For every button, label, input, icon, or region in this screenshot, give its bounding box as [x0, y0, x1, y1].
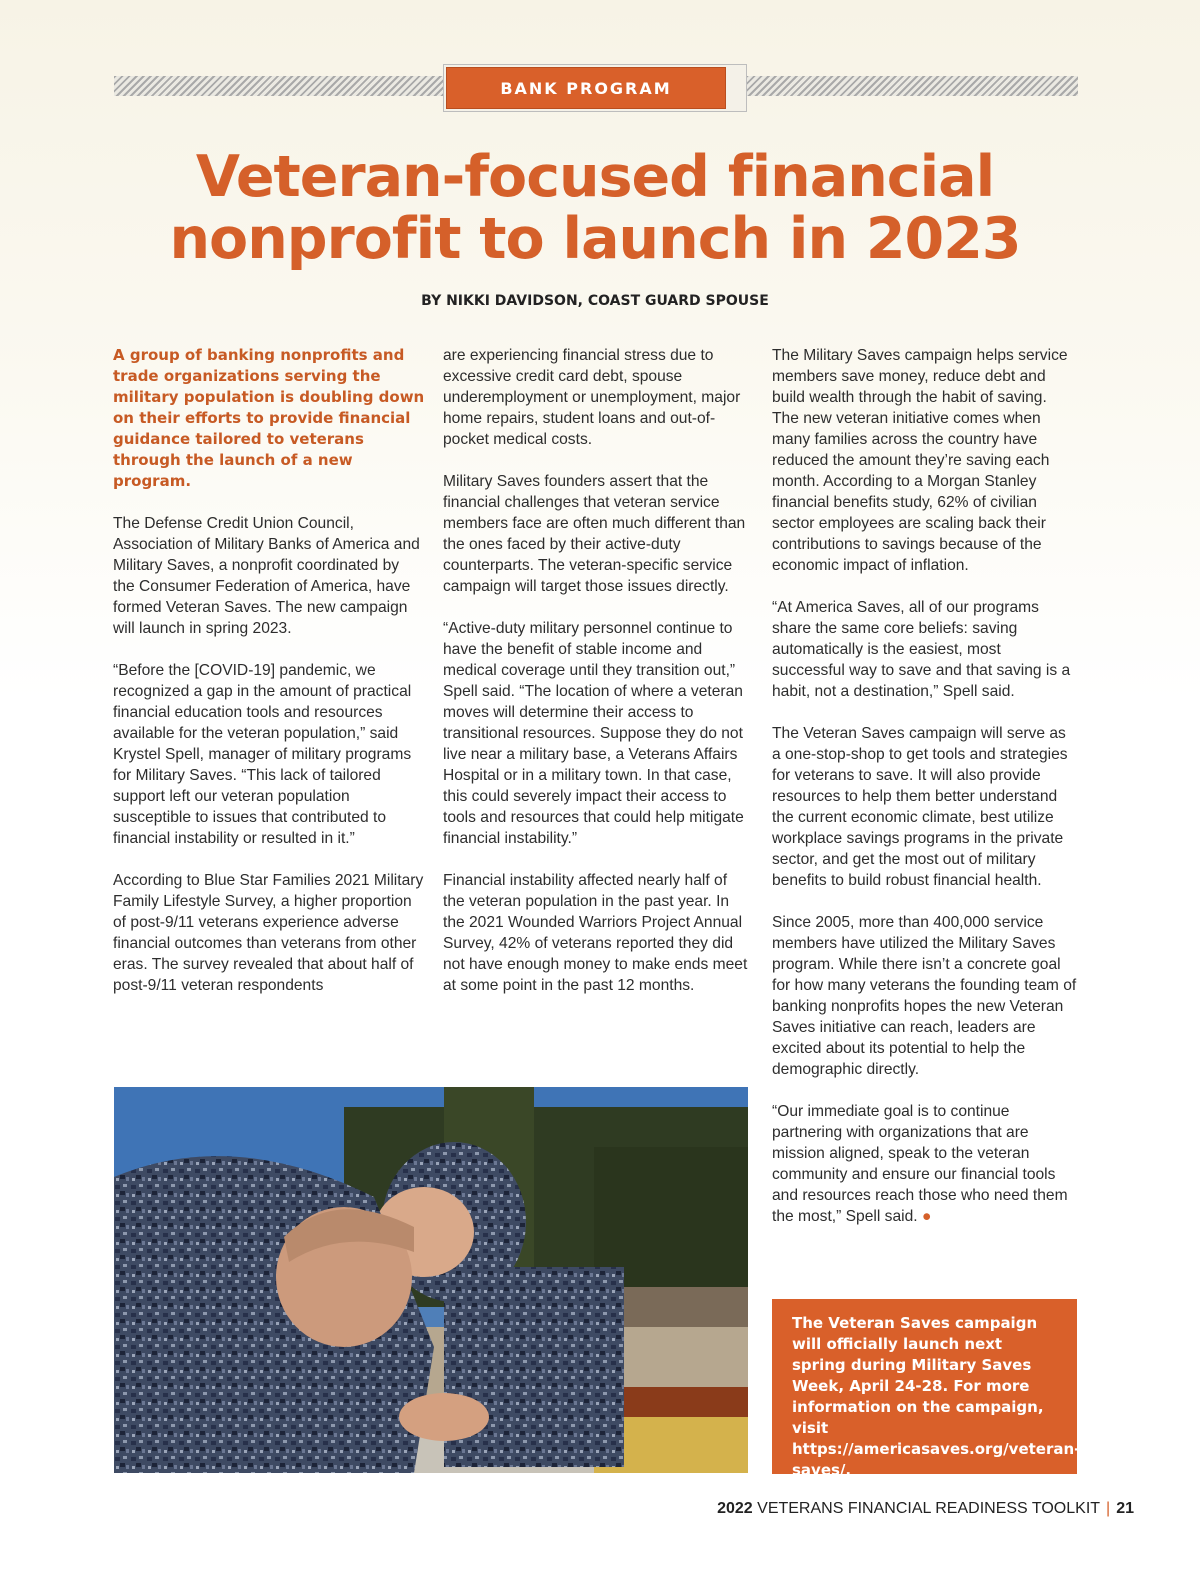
body-paragraph: Since 2005, more than 400,000 service members have utilized the Military Saves program. While there isn’t a concrete goal for how many veterans the founding team of banking nonprofits hopes the new Veteran Saves initiative can reach, leaders are excited about its potential to help the demographic directly. — [772, 914, 1077, 1078]
text-column-3 — [772, 345, 1077, 1248]
section-tag: BANK PROGRAM — [446, 67, 726, 109]
text-column-2 — [443, 345, 753, 1017]
header-rule-left — [114, 76, 446, 96]
body-paragraph: The Military Saves campaign helps service members save money, reduce debt and build wealth through the habit of saving. The new veteran initiative comes when many families across the country have reduced the amount they’re saving each month. According to a Morgan Stanley financial benefits study, 62% of civilian sector employees are scaling back their contributions to savings because of the economic impact of inflation. — [772, 347, 1068, 574]
end-mark-icon: ● — [921, 1208, 932, 1225]
body-paragraph: The Defense Credit Union Council, Association of Military Banks of America and Military Saves, a nonprofit coordinated by the Consumer Federation of America, have formed Veteran Saves. The new campaign will launch in spring 2023. — [113, 515, 420, 637]
body-paragraph: The Veteran Saves campaign will serve as a one-stop-shop to get tools and strategies for veterans to save. It will also provide resources to help them better understand the current economic climate, best utilize workplace savings programs in the private sector, and get the most out of military benefits to build robust financial health. — [772, 725, 1068, 889]
lede-paragraph: A group of banking nonprofits and trade organizations serving the military population is doubling down on their efforts to provide financial guidance tailored to veterans through the launch of a new program. — [113, 346, 425, 490]
body-paragraph: are experiencing financial stress due to excessive credit card debt, spouse underemployment or unemployment, major home repairs, student loans and out-of-pocket medical costs. — [443, 347, 741, 448]
page-number: 21 — [1116, 1500, 1134, 1517]
body-paragraph: “At America Saves, all of our programs share the same core beliefs: saving automatically is the easiest, most successful way to save and that saving is a habit, not a destination,” Spell said. — [772, 599, 1071, 700]
body-paragraph: “Active-duty military personnel continue to have the benefit of stable income and medical coverage until they transition out,” Spell said. “The location of where a veteran moves will determine their access to transitional resources. Suppose they do not live near a military base, a Veterans Affairs Hospital or in a military town. In that case, this could severely impact their access to tools and resources that could help mitigate financial instability.” — [443, 620, 744, 847]
body-paragraph: “Before the [COVID-19] pandemic, we recognized a gap in the amount of practical financial education tools and resources available for the veteran population,” said Krystel Spell, manager of military programs for Military Saves. “This lack of tailored support left our veteran population susceptible to issues that contributed to financial instability or resulted in it.” — [113, 662, 412, 847]
closing-paragraph — [772, 1101, 1077, 1227]
footer-title: VETERANS FINANCIAL READINESS TOOLKIT — [757, 1500, 1101, 1517]
article-headline — [100, 146, 1090, 270]
sailors-signing-photo — [114, 1087, 748, 1473]
closing-text: “Our immediate goal is to continue partnering with organizations that are mission aligned, speak to the veteran community and ensure our financial tools and resources reach those who need them the most,” Spell said. — [772, 1103, 1068, 1225]
headline-line-2: nonprofit to launch in 2023 — [169, 206, 1021, 272]
byline: BY NIKKI DAVIDSON, COAST GUARD SPOUSE — [421, 293, 769, 309]
headline-line-1: Veteran-focused financial — [195, 144, 995, 210]
text-column-1 — [113, 345, 425, 1017]
callout-box: The Veteran Saves campaign will officially launch next spring during Military Saves Week, April 24-28. For more information on the campaign, visit https://americasaves.org/veteran-saves/. — [772, 1299, 1077, 1474]
body-paragraph: Military Saves founders assert that the financial challenges that veteran service members face are often much different than the ones faced by their active-duty counterparts. The veteran-specific service campaign will target those issues directly. — [443, 473, 746, 595]
body-paragraph: According to Blue Star Families 2021 Military Family Lifestyle Survey, a higher proportion of post-9/11 veterans experience adverse financial outcomes than veterans from other eras. The survey revealed that about half of post-9/11 veteran respondents — [113, 872, 424, 994]
body-paragraph: Financial instability affected nearly half of the veteran population in the past year. In the 2021 Wounded Warriors Project Annual Survey, 42% of veterans reported they did not have enough money to make ends meet at some point in the past 12 months. — [443, 872, 748, 994]
footer-year: 2022 — [717, 1500, 753, 1517]
footer-separator: | — [1106, 1500, 1111, 1517]
article-photo — [114, 1087, 748, 1473]
page-footer — [717, 1500, 1134, 1518]
header-rule-right — [746, 76, 1078, 96]
